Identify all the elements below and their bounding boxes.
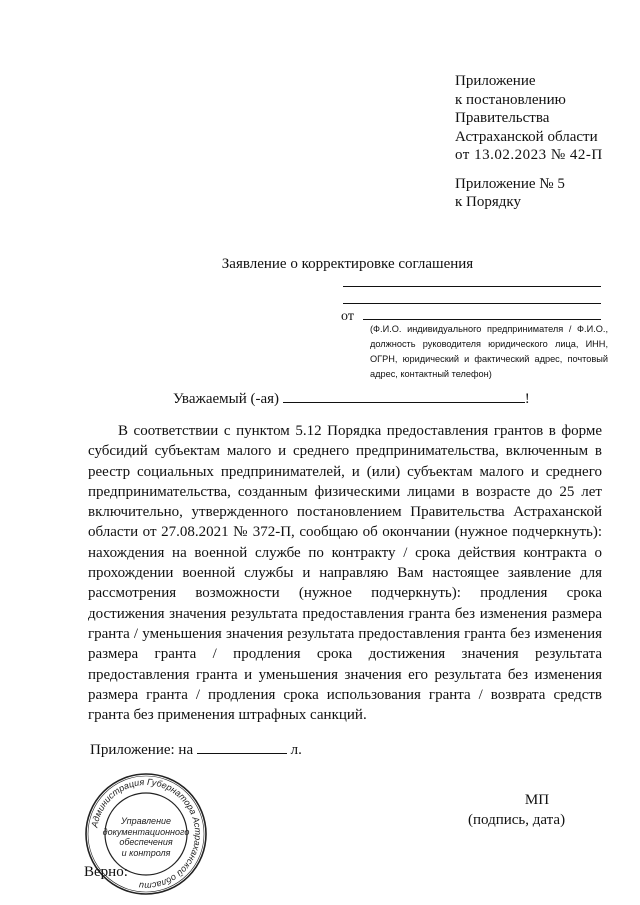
greeting-suffix: ! [524,391,530,407]
appendix-line-5: от 13.02.2023 № 42-П [455,147,603,163]
seal-line-1: Управление [120,816,172,826]
appendix-5-header [455,175,565,211]
seal-ring-text: Администрация Губернатора Астраханской области [89,776,204,892]
appendix-5-line-1: Приложение № 5 [455,176,565,192]
body-paragraph: В соответствии с пунктом 5.12 Порядка предоставления грантов в форме субсидий субъектам малого и среднего предпринимательства, включенным в реестр социальных предпринимателей, и (или) субъектам малого и среднего предпринимательства, созданным физическими лицами в возрасте до 25 лет включительно, утвержденного постановлением Правительства Астраханской области от 27.08.2021 № 372-П, сообщаю об окончании (нужное подчеркнуть): нахождения на военной службе по контракту / срока действия контракта о прохождении военной службы и направляю Вам настоящее заявление для рассмотрения возможности (нужное подчеркнуть): продления срока достижения значения результата предоставления гранта без изменения размера гранта / уменьшения значения результата предоставления гранта без изменения размера гранта / продления срока достижения значения результата предоставления гранта и уменьшения значения его результата без изменения размера гранта / продления срока использования гранта / возврата средств гранта без применения штрафных санкций. [88,423,602,724]
seal-center-text [102,816,190,858]
signature-label: (подпись, дата) [468,812,566,828]
appendix-line-2: к постановлению [455,91,566,108]
from-label: от [341,309,354,324]
verno-label: Верно: [84,864,128,880]
greeting-name-blank [283,390,525,403]
blank-line-3 [363,319,601,320]
blank-line-1 [343,286,601,287]
mp-label: МП [524,792,550,808]
appendix-line-3: Правительства [455,110,550,126]
appendix-line-1: Приложение [455,73,536,89]
attachment-suffix: л. [290,742,302,758]
attachment-pages-blank [197,741,287,754]
attachment-prefix: Приложение: на [90,742,194,758]
appendix-header [455,72,603,165]
attachment-line [90,741,302,759]
seal-line-2: документационного [102,826,190,837]
blank-line-2 [343,303,601,304]
seal-line-3: обеспечения [119,837,173,847]
document-title: Заявление о корректировке соглашения [221,256,474,272]
fio-note: (Ф.И.О. индивидуального предпринимателя / Ф.И.О., должность руководителя юридического лица, ИНН, ОГРН, юридический и фактический адрес, почтовый адрес, контактный телефон) [370,324,608,379]
greeting-prefix: Уважаемый (-ая) [173,391,280,407]
appendix-line-4: Астраханской области [455,128,598,145]
greeting [173,390,530,408]
appendix-5-line-2: к Порядку [455,194,521,210]
seal-line-4: и контроля [121,847,171,858]
